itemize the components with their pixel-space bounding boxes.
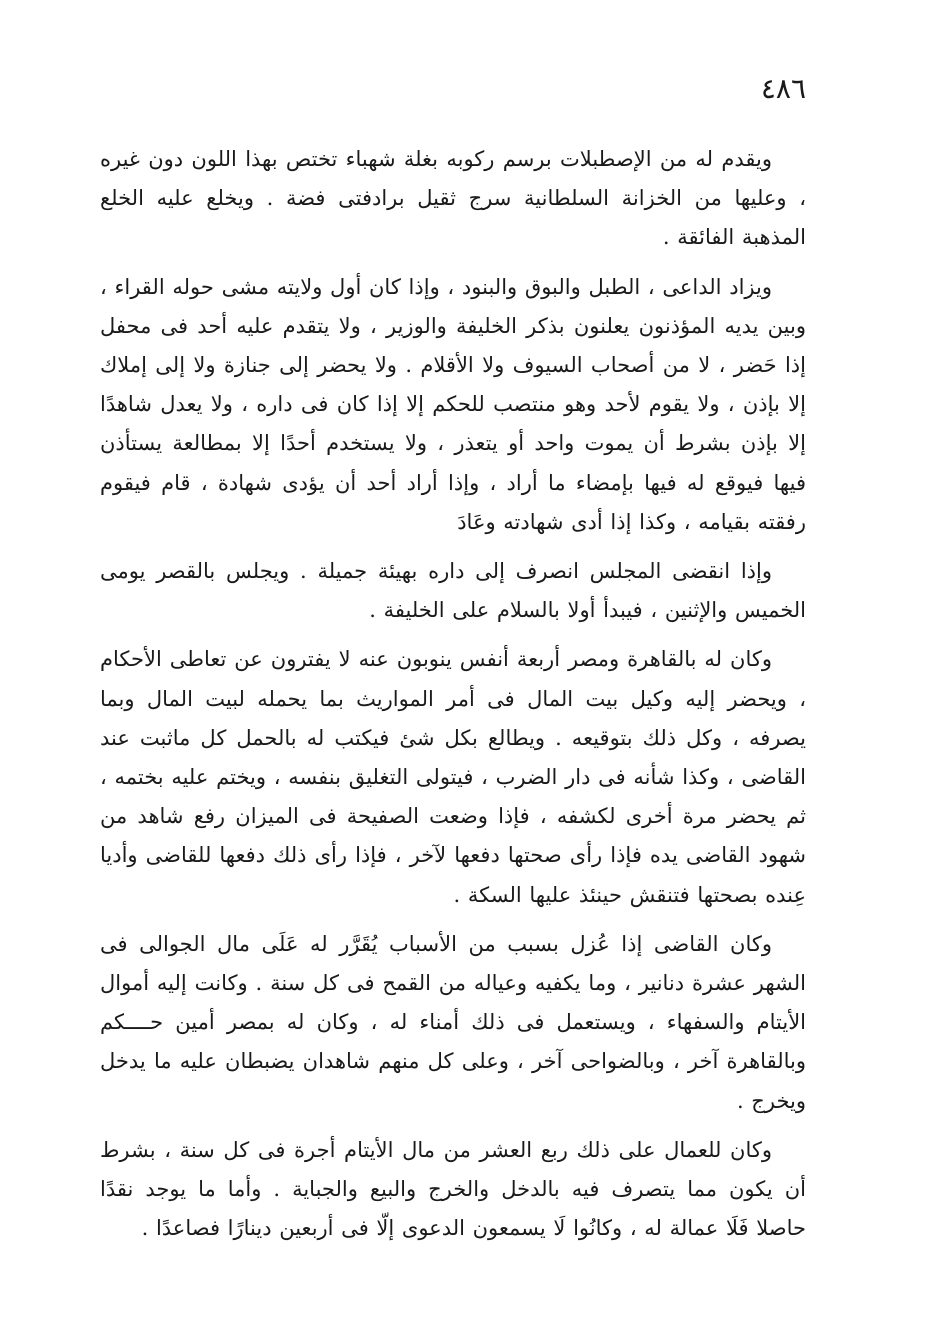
paragraph: وكان للعمال على ذلك ربع العشر من مال الأيتام أجرة فى كل سنة ، بشرط أن يكون مما يتصرف فيه بالدخل والخرج والبيع والجباية . وأما ما يوجد نقدًا حاصلا فَلَا عمالة له ، وكانُوا لَا يسمعون الدعوى إلّا فى أربعين دينارًا فصاعدًا .: [100, 1137, 806, 1241]
paragraph: وكان القاضى إذا عُزل بسبب من الأسباب يُقَرَّر له عَلَى مال الجوالى فى الشهر عشرة دنانير ، وما يكفيه وعياله من القمح فى كل سنة . وكانت إليه أموال الأيتام والسفهاء ، ويستعمل فى ذلك أمناء له ، وكان له بمصر أمين حــــكم وبالقاهرة آخر ، وبالضواحى آخر ، وعلى كل منهم شاهدان يضبطان عليه ما يدخل ويخرج .: [100, 931, 806, 1113]
page-number: ٤٨٦: [760, 72, 806, 105]
page-body: [100, 140, 806, 1258]
paragraph: ويزاد الداعى ، الطبل والبوق والبنود ، وإذا كان أول ولايته مشى حوله القراء ، وبين يديه المؤذنون يعلنون بذكر الخليفة والوزير ، ولا يتقدم عليه أحد فى محفل إذا حَضر ، لا من أصحاب السيوف ولا الأقلام . ولا يحضر إلى جنازة ولا إلى إملاك إلا بإذن ، ولا يقوم لأحد وهو منتصب للحكم إلا إذا كان فى داره ، ولا يعدل شاهدًا إلا بإذن بشرط أن يموت واحد أو يتعذر ، ولا يستخدم أحدًا إلا بمطالعة يستأذن فيها فيوقع له فيها بإمضاء ما أراد ، وإذا أراد أحد أن يؤدى شهادة ، قام فيقوم رفقته بقيامه ، وكذا إذا أدى شهادته وعَادَ: [100, 274, 806, 534]
paragraph: وإذا انقضى المجلس انصرف إلى داره بهيئة جميلة . ويجلس بالقصر يومى الخميس والإثنين ، فيبدأ أولا بالسلام على الخليفة .: [100, 559, 806, 623]
paragraph: ويقدم له من الإصطبلات برسم ركوبه بغلة شهباء تختص بهذا اللون دون غيره ، وعليها من الخزانة السلطانية سرج ثقيل برادفتى فضة . ويخلع عليه الخلع المذهبة الفائقة .: [100, 147, 806, 250]
paragraph: وكان له بالقاهرة ومصر أربعة أنفس ينوبون عنه لا يفترون عن تعاطى الأحكام ، ويحضر إليه وكيل بيت المال فى أمر المواريث بما يحمله لبيت المال وبما يصرفه ، وكل ذلك بتوقيعه . ويطالع بكل شئ فيكتب له بالحمل كل ماثبت عند القاضى ، وكذا شأنه فى دار الضرب ، فيتولى التغليق بنفسه ، ويختم عليه بختمه ، ثم يحضر مرة أخرى لكشفه ، فإذا وضعت الصفيحة فى الميزان رفع شاهد من شهود القاضى يده فإذا رأى صحتها دفعها لآخر ، فإذا رأى ذلك دفعها للقاضى وأديا عِنده بصحتها فتنقش حينئذ عليها السكة .: [100, 647, 806, 907]
